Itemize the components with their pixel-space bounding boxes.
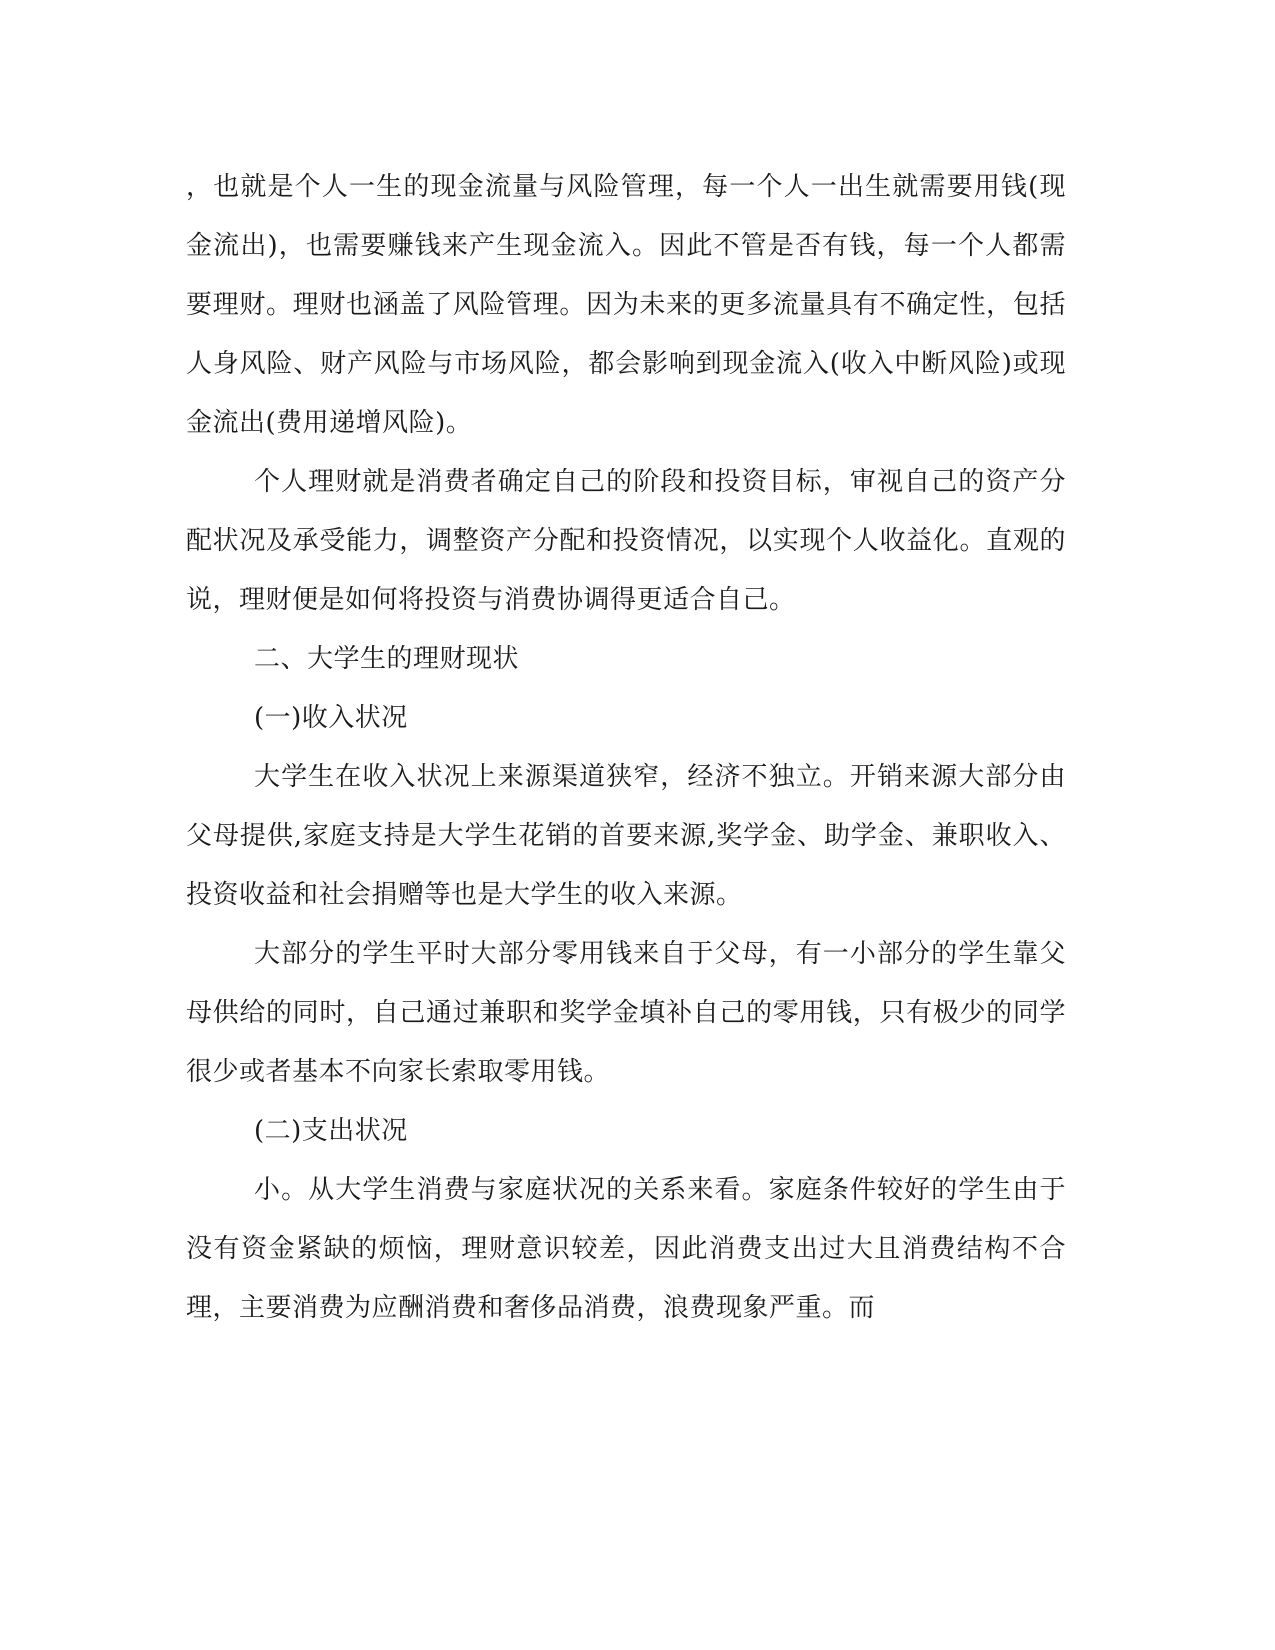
body-text xyxy=(186,158,1066,1338)
subheading-expense-status: (二)支出状况 xyxy=(254,1116,408,1146)
section-heading-student-finance-status: 二、大学生的理财现状 xyxy=(254,644,520,674)
paragraph-expense-analysis: 小。从大学生消费与家庭状况的关系来看。家庭条件较好的学生由于没有资金紧缺的烦恼，理财意识较差，因此消费支出过大且消费结构不合理，主要消费为应酬消费和奢侈品消费，浪费现象严重。而 xyxy=(186,1175,1066,1323)
paragraph-personal-finance-definition: 个人理财就是消费者确定自己的阶段和投资目标，审视自己的资产分配状况及承受能力，调整资产分配和投资情况，以实现个人收益化。直观的说，理财便是如何将投资与消费协调得更适合自己。 xyxy=(186,467,1066,615)
paragraph-continuation: ，也就是个人一生的现金流量与风险管理，每一个人一出生就需要用钱(现金流出)，也需要赚钱来产生现金流入。因此不管是否有钱，每一个人都需要理财。理财也涵盖了风险管理。因为未来的更多流量具有不确定性，包括人身风险、财产风险与市场风险，都会影响到现金流入(收入中断风险)或现金流出(费用递增风险)。 xyxy=(186,172,1066,438)
paragraph-pocket-money: 大部分的学生平时大部分零用钱来自于父母，有一小部分的学生靠父母供给的同时，自己通过兼职和奖学金填补自己的零用钱，只有极少的同学很少或者基本不向家长索取零用钱。 xyxy=(186,939,1066,1087)
subheading-income-status: (一)收入状况 xyxy=(254,703,408,733)
paragraph-income-sources: 大学生在收入状况上来源渠道狭窄，经济不独立。开销来源大部分由父母提供,家庭支持是大学生花销的首要来源,奖学金、助学金、兼职收入、投资收益和社会捐赠等也是大学生的收入来源。 xyxy=(186,762,1066,910)
